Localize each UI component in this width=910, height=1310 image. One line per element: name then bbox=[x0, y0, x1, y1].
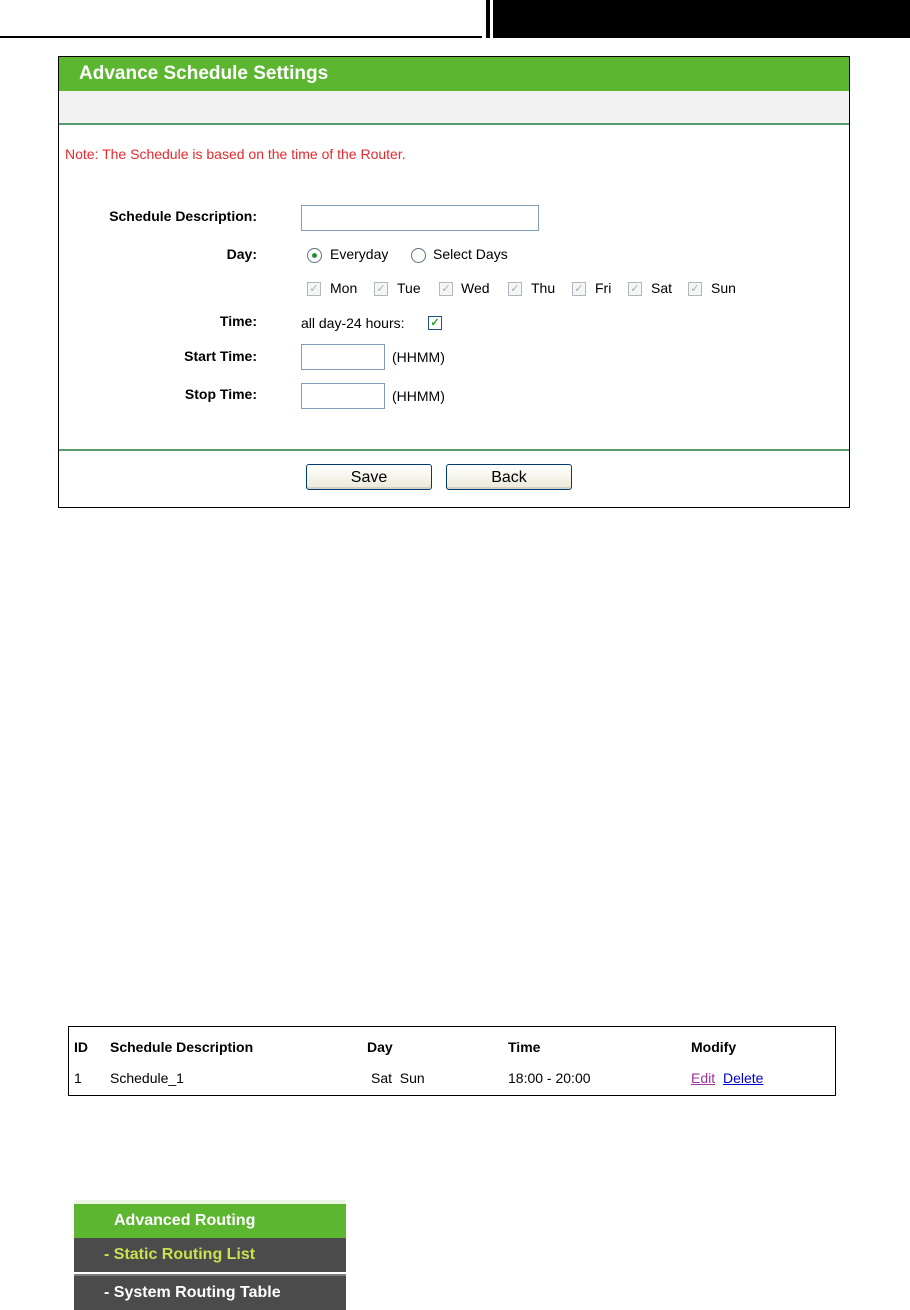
col-header-time: Time bbox=[508, 1039, 541, 1055]
col-header-description: Schedule Description bbox=[110, 1039, 254, 1055]
schedule-description-input[interactable] bbox=[301, 205, 539, 231]
day-label: Day: bbox=[226, 246, 257, 262]
all-day-label: all day-24 hours: bbox=[301, 315, 405, 331]
day-label-sat: Sat bbox=[651, 280, 673, 296]
header-divider bbox=[490, 0, 493, 38]
everyday-label: Everyday bbox=[330, 246, 389, 262]
fri-checkbox[interactable]: ✓ bbox=[572, 282, 586, 296]
divider-top bbox=[59, 123, 849, 125]
delete-link[interactable]: Delete bbox=[723, 1070, 764, 1086]
stop-time-input[interactable] bbox=[301, 383, 385, 409]
start-time-label: Start Time: bbox=[184, 348, 257, 364]
time-label: Time: bbox=[219, 313, 257, 329]
tue-checkbox[interactable]: ✓ bbox=[374, 282, 388, 296]
day-label-tue: Tue bbox=[397, 280, 421, 296]
col-header-id: ID bbox=[74, 1039, 88, 1055]
header-rule bbox=[0, 36, 482, 38]
menu-item-advanced-routing[interactable]: Advanced Routing bbox=[74, 1200, 346, 1238]
stop-time-label: Stop Time: bbox=[184, 386, 257, 402]
day-label-mon: Mon bbox=[330, 280, 358, 296]
schedule-table bbox=[68, 1026, 836, 1096]
everyday-radio[interactable] bbox=[307, 248, 322, 263]
start-time-format: (HHMM) bbox=[392, 349, 445, 365]
stop-time-format: (HHMM) bbox=[392, 388, 445, 404]
menu-item-system-routing-table[interactable]: - System Routing Table bbox=[74, 1274, 346, 1310]
schedule-description-label: Schedule Description: bbox=[109, 208, 257, 224]
row-id: 1 bbox=[74, 1070, 82, 1086]
mon-checkbox[interactable]: ✓ bbox=[307, 282, 321, 296]
schedule-settings-panel bbox=[58, 56, 850, 508]
divider-bottom bbox=[59, 449, 849, 451]
row-description: Schedule_1 bbox=[110, 1070, 184, 1086]
edit-link[interactable]: Edit bbox=[691, 1070, 716, 1086]
col-header-modify: Modify bbox=[691, 1039, 737, 1055]
schedule-note: Note: The Schedule is based on the time of the Router. bbox=[65, 146, 406, 162]
save-button[interactable]: Save bbox=[306, 464, 432, 490]
sat-checkbox[interactable]: ✓ bbox=[628, 282, 642, 296]
back-button[interactable]: Back bbox=[446, 464, 572, 490]
sun-checkbox[interactable]: ✓ bbox=[688, 282, 702, 296]
panel-subheader-strip bbox=[59, 91, 849, 123]
header-black-bar bbox=[486, 0, 910, 38]
all-day-checkbox[interactable]: ✓ bbox=[428, 316, 442, 330]
menu-item-static-routing-list[interactable]: - Static Routing List bbox=[74, 1238, 346, 1272]
panel-title: Advance Schedule Settings bbox=[59, 57, 849, 91]
start-time-input[interactable] bbox=[301, 344, 385, 370]
wed-checkbox[interactable]: ✓ bbox=[439, 282, 453, 296]
select-days-label: Select Days bbox=[433, 246, 508, 262]
radio-selected-dot bbox=[312, 253, 317, 258]
select-days-radio[interactable] bbox=[411, 248, 426, 263]
row-day: Sat Sun bbox=[371, 1070, 425, 1086]
day-label-fri: Fri bbox=[595, 280, 612, 296]
day-label-wed: Wed bbox=[461, 280, 490, 296]
row-time: 18:00 - 20:00 bbox=[508, 1070, 591, 1086]
day-label-thu: Thu bbox=[531, 280, 556, 296]
col-header-day: Day bbox=[367, 1039, 393, 1055]
day-label-sun: Sun bbox=[711, 280, 736, 296]
thu-checkbox[interactable]: ✓ bbox=[508, 282, 522, 296]
